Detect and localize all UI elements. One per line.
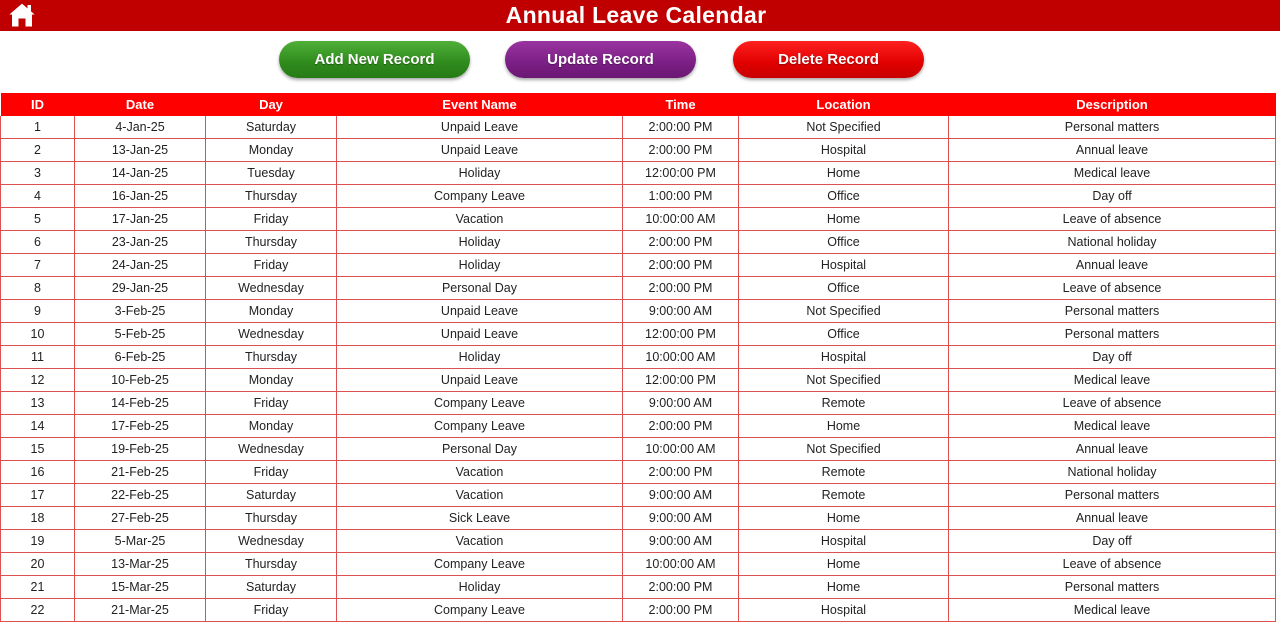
column-header-location[interactable]: Location [739, 93, 949, 116]
cell-event-name[interactable]: Unpaid Leave [337, 300, 623, 323]
cell-day[interactable]: Monday [206, 300, 337, 323]
cell-date[interactable]: 15-Mar-25 [75, 576, 206, 599]
cell-time[interactable]: 2:00:00 PM [623, 415, 739, 438]
cell-date[interactable]: 21-Feb-25 [75, 461, 206, 484]
cell-id[interactable]: 11 [1, 346, 75, 369]
cell-event-name[interactable]: Unpaid Leave [337, 323, 623, 346]
cell-id[interactable]: 7 [1, 254, 75, 277]
cell-location[interactable]: Not Specified [739, 300, 949, 323]
cell-location[interactable]: Hospital [739, 530, 949, 553]
cell-time[interactable]: 12:00:00 PM [623, 323, 739, 346]
leave-table [0, 93, 1276, 622]
cell-date[interactable]: 14-Jan-25 [75, 162, 206, 185]
cell-event-name[interactable]: Company Leave [337, 553, 623, 576]
cell-description[interactable]: Personal matters [949, 576, 1276, 599]
cell-day[interactable]: Friday [206, 461, 337, 484]
cell-date[interactable]: 14-Feb-25 [75, 392, 206, 415]
cell-event-name[interactable]: Vacation [337, 208, 623, 231]
cell-time[interactable]: 10:00:00 AM [623, 438, 739, 461]
cell-event-name[interactable]: Unpaid Leave [337, 369, 623, 392]
cell-time[interactable]: 12:00:00 PM [623, 162, 739, 185]
cell-id[interactable]: 17 [1, 484, 75, 507]
cell-day[interactable]: Monday [206, 139, 337, 162]
cell-description[interactable]: Annual leave [949, 438, 1276, 461]
cell-time[interactable]: 2:00:00 PM [623, 461, 739, 484]
cell-id[interactable]: 16 [1, 461, 75, 484]
cell-location[interactable]: Not Specified [739, 369, 949, 392]
cell-date[interactable]: 29-Jan-25 [75, 277, 206, 300]
cell-description[interactable]: Medical leave [949, 415, 1276, 438]
cell-event-name[interactable]: Company Leave [337, 185, 623, 208]
cell-date[interactable]: 24-Jan-25 [75, 254, 206, 277]
column-header-id[interactable]: ID [1, 93, 75, 116]
cell-id[interactable]: 9 [1, 300, 75, 323]
page-title: Annual Leave Calendar [505, 2, 767, 28]
table-row[interactable] [1, 530, 1276, 553]
cell-location[interactable]: Hospital [739, 346, 949, 369]
cell-description[interactable]: Personal matters [949, 484, 1276, 507]
cell-date[interactable]: 22-Feb-25 [75, 484, 206, 507]
cell-id[interactable]: 21 [1, 576, 75, 599]
cell-id[interactable]: 6 [1, 231, 75, 254]
cell-description[interactable]: Leave of absence [949, 277, 1276, 300]
table-row[interactable] [1, 576, 1276, 599]
cell-id[interactable]: 10 [1, 323, 75, 346]
cell-location[interactable]: Home [739, 162, 949, 185]
cell-description[interactable]: National holiday [949, 461, 1276, 484]
cell-day[interactable]: Thursday [206, 185, 337, 208]
add-new-record-button[interactable]: Add New Record [279, 41, 470, 78]
cell-event-name[interactable]: Company Leave [337, 415, 623, 438]
cell-day[interactable]: Wednesday [206, 323, 337, 346]
cell-location[interactable]: Hospital [739, 139, 949, 162]
cell-date[interactable]: 10-Feb-25 [75, 369, 206, 392]
table-row[interactable] [1, 323, 1276, 346]
table-row[interactable] [1, 438, 1276, 461]
cell-time[interactable]: 1:00:00 PM [623, 185, 739, 208]
table-body [1, 116, 1276, 622]
column-header-date[interactable]: Date [75, 93, 206, 116]
table-row[interactable] [1, 185, 1276, 208]
cell-description[interactable]: Annual leave [949, 254, 1276, 277]
delete-record-button[interactable]: Delete Record [733, 41, 924, 78]
cell-day[interactable]: Wednesday [206, 530, 337, 553]
table-header-row [1, 93, 1276, 116]
cell-date[interactable]: 23-Jan-25 [75, 231, 206, 254]
cell-id[interactable]: 14 [1, 415, 75, 438]
table-row[interactable] [1, 346, 1276, 369]
cell-time[interactable]: 10:00:00 AM [623, 346, 739, 369]
table-row[interactable] [1, 369, 1276, 392]
table-row[interactable] [1, 162, 1276, 185]
cell-location[interactable]: Not Specified [739, 116, 949, 139]
cell-description[interactable]: National holiday [949, 231, 1276, 254]
cell-location[interactable]: Home [739, 507, 949, 530]
cell-event-name[interactable]: Unpaid Leave [337, 116, 623, 139]
cell-event-name[interactable]: Holiday [337, 346, 623, 369]
cell-event-name[interactable]: Vacation [337, 461, 623, 484]
cell-id[interactable]: 5 [1, 208, 75, 231]
table-row[interactable] [1, 507, 1276, 530]
cell-date[interactable]: 3-Feb-25 [75, 300, 206, 323]
cell-description[interactable]: Leave of absence [949, 553, 1276, 576]
cell-day[interactable]: Thursday [206, 507, 337, 530]
cell-day[interactable]: Wednesday [206, 438, 337, 461]
cell-date[interactable]: 21-Mar-25 [75, 599, 206, 622]
cell-event-name[interactable]: Personal Day [337, 438, 623, 461]
cell-id[interactable]: 13 [1, 392, 75, 415]
cell-time[interactable]: 2:00:00 PM [623, 254, 739, 277]
cell-event-name[interactable]: Holiday [337, 576, 623, 599]
cell-date[interactable]: 5-Mar-25 [75, 530, 206, 553]
cell-date[interactable]: 5-Feb-25 [75, 323, 206, 346]
cell-day[interactable]: Friday [206, 254, 337, 277]
table-row[interactable] [1, 139, 1276, 162]
cell-time[interactable]: 2:00:00 PM [623, 116, 739, 139]
cell-id[interactable]: 15 [1, 438, 75, 461]
cell-id[interactable]: 8 [1, 277, 75, 300]
cell-date[interactable]: 19-Feb-25 [75, 438, 206, 461]
cell-day[interactable]: Friday [206, 392, 337, 415]
cell-location[interactable]: Not Specified [739, 438, 949, 461]
table-row[interactable] [1, 300, 1276, 323]
cell-day[interactable]: Saturday [206, 576, 337, 599]
cell-time[interactable]: 9:00:00 AM [623, 507, 739, 530]
update-record-button[interactable]: Update Record [505, 41, 696, 78]
table-row[interactable] [1, 392, 1276, 415]
cell-description[interactable]: Personal matters [949, 116, 1276, 139]
cell-description[interactable]: Day off [949, 346, 1276, 369]
cell-event-name[interactable]: Vacation [337, 530, 623, 553]
cell-day[interactable]: Monday [206, 369, 337, 392]
cell-location[interactable]: Remote [739, 484, 949, 507]
cell-date[interactable]: 16-Jan-25 [75, 185, 206, 208]
table-row[interactable] [1, 461, 1276, 484]
cell-day[interactable]: Tuesday [206, 162, 337, 185]
title-bar [0, 0, 1280, 31]
cell-id[interactable]: 18 [1, 507, 75, 530]
cell-date[interactable]: 4-Jan-25 [75, 116, 206, 139]
table-row[interactable] [1, 254, 1276, 277]
table-row[interactable] [1, 415, 1276, 438]
cell-description[interactable]: Annual leave [949, 507, 1276, 530]
table-row[interactable] [1, 208, 1276, 231]
cell-date[interactable]: 27-Feb-25 [75, 507, 206, 530]
cell-day[interactable]: Friday [206, 208, 337, 231]
cell-description[interactable]: Day off [949, 185, 1276, 208]
table-row[interactable] [1, 231, 1276, 254]
cell-description[interactable]: Annual leave [949, 139, 1276, 162]
cell-description[interactable]: Medical leave [949, 162, 1276, 185]
cell-time[interactable]: 2:00:00 PM [623, 599, 739, 622]
cell-id[interactable]: 4 [1, 185, 75, 208]
cell-event-name[interactable]: Company Leave [337, 599, 623, 622]
cell-time[interactable]: 2:00:00 PM [623, 576, 739, 599]
cell-time[interactable]: 9:00:00 AM [623, 300, 739, 323]
column-header-description[interactable]: Description [949, 93, 1276, 116]
cell-time[interactable]: 9:00:00 AM [623, 530, 739, 553]
cell-date[interactable]: 13-Mar-25 [75, 553, 206, 576]
table-row[interactable] [1, 277, 1276, 300]
cell-description[interactable]: Medical leave [949, 599, 1276, 622]
column-header-time[interactable]: Time [623, 93, 739, 116]
cell-id[interactable]: 1 [1, 116, 75, 139]
cell-location[interactable]: Office [739, 231, 949, 254]
cell-date[interactable]: 6-Feb-25 [75, 346, 206, 369]
cell-time[interactable]: 10:00:00 AM [623, 553, 739, 576]
cell-event-name[interactable]: Unpaid Leave [337, 139, 623, 162]
cell-id[interactable]: 22 [1, 599, 75, 622]
table-row[interactable] [1, 484, 1276, 507]
cell-description[interactable]: Medical leave [949, 369, 1276, 392]
cell-description[interactable]: Personal matters [949, 323, 1276, 346]
cell-time[interactable]: 12:00:00 PM [623, 369, 739, 392]
cell-time[interactable]: 10:00:00 AM [623, 208, 739, 231]
cell-event-name[interactable]: Company Leave [337, 392, 623, 415]
cell-location[interactable]: Office [739, 277, 949, 300]
cell-location[interactable]: Remote [739, 392, 949, 415]
table-row[interactable] [1, 116, 1276, 139]
table-row[interactable] [1, 553, 1276, 576]
cell-day[interactable]: Saturday [206, 116, 337, 139]
cell-location[interactable]: Home [739, 415, 949, 438]
cell-location[interactable]: Office [739, 323, 949, 346]
cell-location[interactable]: Remote [739, 461, 949, 484]
cell-location[interactable]: Home [739, 208, 949, 231]
cell-date[interactable]: 17-Feb-25 [75, 415, 206, 438]
cell-location[interactable]: Home [739, 576, 949, 599]
cell-description[interactable]: Personal matters [949, 300, 1276, 323]
table-row[interactable] [1, 599, 1276, 622]
cell-day[interactable]: Thursday [206, 553, 337, 576]
cell-time[interactable]: 9:00:00 AM [623, 392, 739, 415]
cell-time[interactable]: 2:00:00 PM [623, 277, 739, 300]
cell-location[interactable]: Home [739, 553, 949, 576]
cell-date[interactable]: 13-Jan-25 [75, 139, 206, 162]
cell-day[interactable]: Saturday [206, 484, 337, 507]
column-header-day[interactable]: Day [206, 93, 337, 116]
cell-location[interactable]: Office [739, 185, 949, 208]
cell-time[interactable]: 2:00:00 PM [623, 231, 739, 254]
cell-location[interactable]: Hospital [739, 254, 949, 277]
cell-day[interactable]: Friday [206, 599, 337, 622]
column-header-event-name[interactable]: Event Name [337, 93, 623, 116]
cell-time[interactable]: 2:00:00 PM [623, 139, 739, 162]
cell-day[interactable]: Wednesday [206, 277, 337, 300]
cell-day[interactable]: Thursday [206, 231, 337, 254]
cell-event-name[interactable]: Holiday [337, 162, 623, 185]
cell-time[interactable]: 9:00:00 AM [623, 484, 739, 507]
cell-description[interactable]: Leave of absence [949, 208, 1276, 231]
cell-day[interactable]: Monday [206, 415, 337, 438]
cell-description[interactable]: Day off [949, 530, 1276, 553]
cell-description[interactable]: Leave of absence [949, 392, 1276, 415]
cell-id[interactable]: 12 [1, 369, 75, 392]
cell-date[interactable]: 17-Jan-25 [75, 208, 206, 231]
cell-event-name[interactable]: Vacation [337, 484, 623, 507]
cell-event-name[interactable]: Sick Leave [337, 507, 623, 530]
cell-event-name[interactable]: Holiday [337, 231, 623, 254]
cell-id[interactable]: 2 [1, 139, 75, 162]
cell-event-name[interactable]: Holiday [337, 254, 623, 277]
cell-event-name[interactable]: Personal Day [337, 277, 623, 300]
cell-day[interactable]: Thursday [206, 346, 337, 369]
cell-location[interactable]: Hospital [739, 599, 949, 622]
cell-id[interactable]: 3 [1, 162, 75, 185]
cell-id[interactable]: 19 [1, 530, 75, 553]
cell-id[interactable]: 20 [1, 553, 75, 576]
